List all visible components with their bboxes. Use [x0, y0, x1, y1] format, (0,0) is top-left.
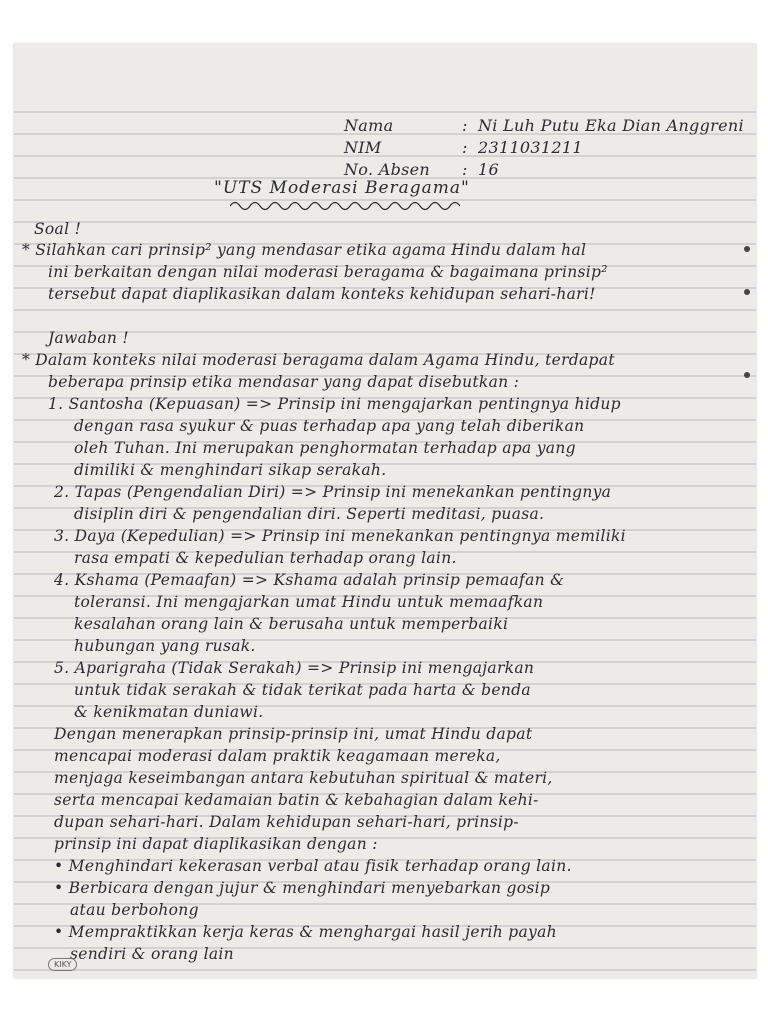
nim-label: NIM — [344, 138, 382, 157]
header-nama — [344, 116, 744, 135]
jawaban-intro-1: * Dalam konteks nilai moderasi beragama dalam Agama Hindu, terdapat — [22, 351, 615, 369]
item-4-line-1: 4. Kshama (Pemaafan) => Kshama adalah prinsip pemaafan & — [54, 571, 565, 589]
exam-title: "UTS Moderasi Beragama" — [214, 178, 470, 198]
nama-separator: : — [462, 116, 468, 135]
soal-label: Soal ! — [34, 220, 82, 238]
jawaban-intro-2: beberapa prinsip etika mendasar yang dapat disebutkan : — [48, 373, 520, 391]
item-5-line-3: & kenikmatan duniawi. — [74, 703, 264, 721]
margin-dot — [744, 289, 750, 295]
nim-value: 2311031211 — [478, 138, 583, 157]
soal-line-3: tersebut dapat diaplikasikan dalam konteks kehidupan sehari-hari! — [48, 285, 596, 303]
header-absen — [344, 160, 499, 179]
item-3-line-1: 3. Daya (Kepedulian) => Prinsip ini menekankan pentingnya memiliki — [54, 527, 626, 545]
bullet-3-line-2: sendiri & orang lain — [70, 945, 234, 963]
item-1-line-1: 1. Santosha (Kepuasan) => Prinsip ini mengajarkan pentingnya hidup — [48, 395, 621, 413]
conclusion-line-6: prinsip ini dapat diaplikasikan dengan : — [54, 835, 378, 853]
nama-value: Ni Luh Putu Eka Dian Anggreni — [478, 116, 744, 135]
conclusion-line-2: mencapai moderasi dalam praktik keagamaan mereka, — [54, 747, 501, 765]
absen-separator: : — [462, 160, 468, 179]
item-1-line-4: dimiliki & menghindari sikap serakah. — [74, 461, 387, 479]
conclusion-line-5: dupan sehari-hari. Dalam kehidupan sehari-hari, prinsip- — [54, 813, 519, 831]
item-5-line-1: 5. Aparigraha (Tidak Serakah) => Prinsip ini mengajarkan — [54, 659, 535, 677]
nim-separator: : — [462, 138, 468, 157]
item-3-line-2: rasa empati & kepedulian terhadap orang lain. — [74, 549, 457, 567]
nama-label: Nama — [344, 116, 394, 135]
item-4-line-2: toleransi. Ini mengajarkan umat Hindu untuk memaafkan — [74, 593, 544, 611]
conclusion-line-4: serta mencapai kedamaian batin & kebahagian dalam kehi- — [54, 791, 539, 809]
item-1-line-2: dengan rasa syukur & puas terhadap apa yang telah diberikan — [74, 417, 585, 435]
header-nim — [344, 138, 583, 157]
margin-dot — [744, 246, 750, 252]
absen-value: 16 — [478, 160, 499, 179]
conclusion-line-1: Dengan menerapkan prinsip-prinsip ini, umat Hindu dapat — [54, 725, 533, 743]
item-1-line-3: oleh Tuhan. Ini merupakan penghormatan terhadap apa yang — [74, 439, 576, 457]
item-5-line-2: untuk tidak serakah & tidak terikat pada harta & benda — [74, 681, 531, 699]
notebook-brand-logo: KIKY — [48, 958, 77, 971]
conclusion-line-3: menjaga keseimbangan antara kebutuhan spiritual & materi, — [54, 769, 553, 787]
item-4-line-3: kesalahan orang lain & berusaha untuk memperbaiki — [74, 615, 509, 633]
bullet-1: • Menghindari kekerasan verbal atau fisik terhadap orang lain. — [54, 857, 572, 875]
jawaban-label: Jawaban ! — [48, 329, 129, 347]
absen-label: No. Absen — [344, 160, 431, 179]
bullet-2-line-1: • Berbicara dengan jujur & menghindari menyebarkan gosip — [54, 879, 551, 897]
soal-line-1: * Silahkan cari prinsip² yang mendasar etika agama Hindu dalam hal — [22, 241, 587, 259]
margin-dot — [744, 372, 750, 378]
bullet-3-line-1: • Mempraktikkan kerja keras & menghargai hasil jerih payah — [54, 923, 557, 941]
item-2-line-1: 2. Tapas (Pengendalian Diri) => Prinsip ini menekankan pentingnya — [54, 483, 612, 501]
title-squiggle-underline — [230, 199, 460, 213]
item-4-line-4: hubungan yang rusak. — [74, 637, 256, 655]
notebook-page — [14, 44, 756, 978]
bullet-2-line-2: atau berbohong — [70, 901, 199, 919]
item-2-line-2: disiplin diri & pengendalian diri. Seperti meditasi, puasa. — [74, 505, 545, 523]
soal-line-2: ini berkaitan dengan nilai moderasi beragama & bagaimana prinsip² — [48, 263, 608, 281]
